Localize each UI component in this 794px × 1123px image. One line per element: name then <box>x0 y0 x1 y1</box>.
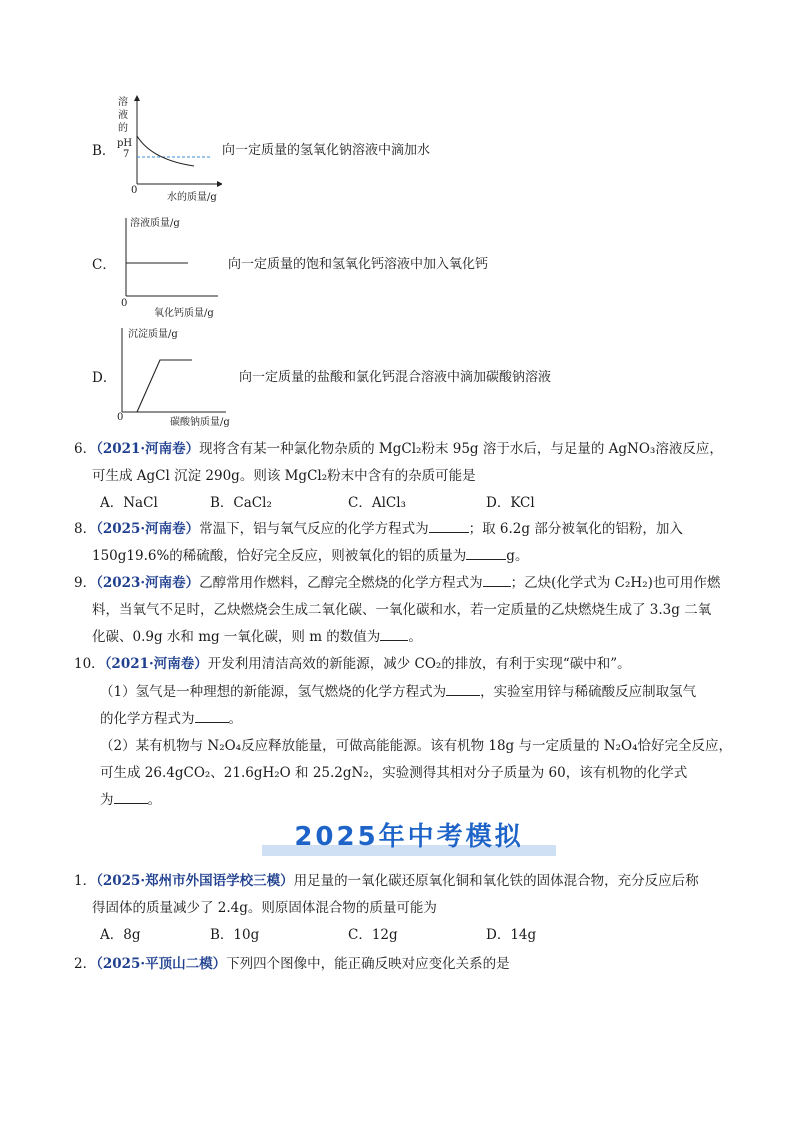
question-text: 。 <box>228 711 242 727</box>
answer-blank[interactable] <box>380 628 408 641</box>
answer-blank[interactable] <box>466 547 506 560</box>
q6-option-d: D．KCl <box>486 495 535 511</box>
question-text: 开发利用清洁高效的新能源，减少 CO₂的排放，有利于实现“碳中和”。 <box>207 656 631 672</box>
graph-b-ylabel-3: 的 <box>118 123 128 134</box>
section-banner <box>262 818 556 858</box>
question-source: （2025·郑州市外国语学校三模） <box>96 873 294 889</box>
question-source: （2021·河南卷） <box>96 441 200 457</box>
question-8-line2 <box>92 547 528 565</box>
answer-blank[interactable] <box>114 791 148 804</box>
question-10-part1-line1 <box>100 683 696 701</box>
question-number: 1． <box>74 873 97 889</box>
graph-b-ylabel-ph: pH <box>117 138 133 149</box>
graph-d <box>112 320 242 432</box>
graph-d-description: 向一定质量的盐酸和氯化钙混合溶液中滴加碳酸钠溶液 <box>239 370 552 385</box>
graph-b-ylabel-2: 液 <box>118 110 128 121</box>
question-source: （2025·平顶山二模） <box>96 956 227 972</box>
question-text: ；取 6.2g 部分被氧化的铝粉，加入 <box>468 521 683 537</box>
question-text: 150g19.6%的稀硫酸，恰好完全反应，则被氧化的铝的质量为 <box>92 548 467 564</box>
graph-c-ylabel: 溶液质量/g <box>130 218 180 229</box>
question-source: （2021·河南卷） <box>104 656 208 672</box>
question-10-part1-line2 <box>100 710 242 728</box>
question-8-line1 <box>74 520 683 538</box>
m1-option-a: A．8g <box>100 927 141 943</box>
graph-c <box>116 208 236 318</box>
question-source: （2023·河南卷） <box>96 575 200 591</box>
q6-option-c: C．AlCl₃ <box>348 495 406 511</box>
question-10-part2-line3 <box>100 791 161 809</box>
question-10-part2-line1: （2）某有机物与 N₂O₄反应释放能量，可做高能能源。该有机物 18g 与一定质量的 N₂O₄恰好完全反应， <box>100 738 732 754</box>
question-text: 乙醇常用作燃料，乙醇完全燃烧的化学方程式为 <box>199 575 483 591</box>
question-text: 下列四个图像中，能正确反映对应变化关系的是 <box>226 956 510 972</box>
q6-option-b: B．CaCl₂ <box>210 495 272 511</box>
question-number: 8． <box>74 521 97 537</box>
graph-c-origin: 0 <box>121 298 128 309</box>
question-10-part2-line2: 可生成 26.4gCO₂、21.6gH₂O 和 25.2gN₂，实验测得其相对分子质量为 60，该有机物的化学式 <box>100 765 688 781</box>
ph-curve <box>137 136 194 166</box>
graph-d-origin: 0 <box>117 412 124 423</box>
graph-b <box>112 94 222 204</box>
question-number: 10． <box>74 656 105 672</box>
mock-question-1-line2: 得固体的质量减少了 2.4g。则原固体混合物的质量可能为 <box>92 900 437 916</box>
answer-blank[interactable] <box>429 520 469 533</box>
mock-question-2-line1 <box>74 955 510 973</box>
question-text: 化碳、0.9g 水和 mg 一氧化碳，则 m 的数值为 <box>92 629 381 645</box>
q6-option-a: A．NaCl <box>100 495 158 511</box>
question-text: 常温下，铝与氧气反应的化学方程式为 <box>199 521 429 537</box>
question-text: 。 <box>147 792 161 808</box>
question-6-line1 <box>74 440 723 458</box>
graph-b-description: 向一定质量的氢氧化钠溶液中滴加水 <box>222 143 431 158</box>
question-10-line1 <box>74 655 631 673</box>
m1-option-d: D．14g <box>486 927 537 943</box>
question-6-line2: 可生成 AgCl 沉淀 290g。则该 MgCl₂粉末中含有的杂质可能是 <box>92 468 476 484</box>
graph-d-xlabel: 碳酸钠质量/g <box>170 417 230 428</box>
answer-blank[interactable] <box>446 683 480 696</box>
m1-option-c: C．12g <box>348 927 398 943</box>
question-text: 为 <box>100 792 114 808</box>
question-text: ；乙炔(化学式为 C₂H₂)也可用作燃 <box>510 575 721 591</box>
question-9-line3 <box>92 628 422 646</box>
question-9-line2: 料，当氧气不足时，乙炔燃烧会生成二氧化碳、一氧化碳和水，若一定质量的乙炔燃烧生成了 3.3g 二氧 <box>92 602 712 618</box>
mock-question-1-line1 <box>74 872 699 890</box>
question-text: 现将含有某一种氯化物杂质的 MgCl₂粉末 95g 溶于水后，与足量的 AgNO₃溶液反应， <box>199 441 723 457</box>
question-number: 6． <box>74 441 97 457</box>
question-text: 。 <box>408 629 422 645</box>
m1-option-b: B．10g <box>210 927 260 943</box>
question-number: 9． <box>74 575 97 591</box>
question-text: 用足量的一氧化碳还原氧化铜和氧化铁的固体混合物，充分反应后称 <box>293 873 699 889</box>
graph-b-ph7-tick: 7 <box>123 149 130 160</box>
option-d-label: D． <box>92 370 117 386</box>
question-text: （1）氢气是一种理想的新能源，氢气燃烧的化学方程式为 <box>100 684 447 700</box>
option-c-label: C． <box>92 257 116 273</box>
question-source: （2025·河南卷） <box>96 521 200 537</box>
question-9-line1 <box>74 574 720 592</box>
graph-b-xlabel: 水的质量/g <box>167 192 217 203</box>
section-title: 2025年中考模拟 <box>294 822 524 852</box>
answer-blank[interactable] <box>195 710 229 723</box>
graph-c-xlabel: 氧化钙质量/g <box>154 308 214 319</box>
graph-b-origin: 0 <box>131 185 138 196</box>
graph-c-description: 向一定质量的饱和氢氧化钙溶液中加入氧化钙 <box>228 257 489 272</box>
question-number: 2． <box>74 956 97 972</box>
question-text: g。 <box>506 548 529 564</box>
graph-b-ylabel-1: 溶 <box>118 97 128 108</box>
option-b-label: B． <box>92 143 116 159</box>
graph-d-ylabel: 沉淀质量/g <box>128 329 178 340</box>
question-text: ，实验室用锌与稀硫酸反应制取氢气 <box>480 684 697 700</box>
precipitate-line <box>137 360 192 412</box>
question-text: 的化学方程式为 <box>100 711 195 727</box>
answer-blank[interactable] <box>483 574 511 587</box>
